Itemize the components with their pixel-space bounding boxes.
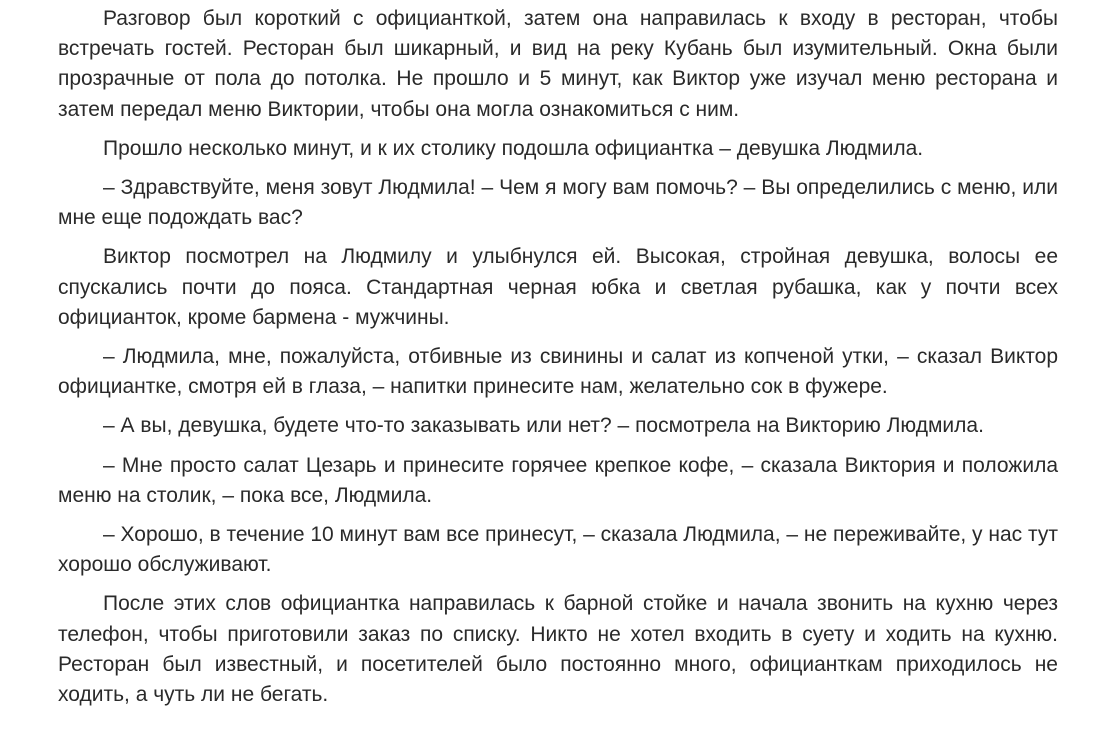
paragraph-5: – Людмила, мне, пожалуйста, отбивные из свинины и салат из копченой утки, – сказал Виктор официантке, смотря ей в глаза, – напитки принесите нам, желательно сок в фужере. bbox=[58, 345, 1058, 399]
paragraph-4: Виктор посмотрел на Людмилу и улыбнулся ей. Высокая, стройная девушка, волосы ее спускались почти до пояса. Стандартная черная юбка и светлая рубашка, как у почти всех официанток, кроме бармена - мужчины. bbox=[58, 245, 1058, 329]
paragraph-8: – Хорошо, в течение 10 минут вам все принесут, – сказала Людмила, – не переживайте, у нас тут хорошо обслуживают. bbox=[58, 523, 1058, 577]
paragraph-3: – Здравствуйте, меня зовут Людмила! – Чем я могу вам помочь? – Вы определились с меню, или мне еще подождать вас? bbox=[58, 176, 1058, 230]
paragraph-9: После этих слов официантка направилась к барной стойке и начала звонить на кухню через телефон, чтобы приготовили заказ по списку. Никто не хотел входить в суету и ходить на кухню. Ресторан был известный, и посетителей было постоянно много, официанткам приходилось не ходить, а чуть ли не бегать. bbox=[58, 592, 1058, 707]
paragraph-1: Разговор был короткий с официанткой, затем она направилась к входу в ресторан, чтобы встречать гостей. Ресторан был шикарный, и вид на реку Кубань был изумительный. Окна были прозрачные от пола до потолка. Не прошло и 5 минут, как Виктор уже изучал меню ресторана и затем передал меню Виктории, чтобы она могла ознакомиться с ним. bbox=[58, 7, 1058, 121]
paragraph-2: Прошло несколько минут, и к их столику подошла официантка – девушка Людмила. bbox=[103, 136, 924, 160]
paragraph-6: – А вы, девушка, будете что-то заказывать или нет? – посмотрела на Викторию Людмила. bbox=[103, 414, 984, 438]
paragraph-7: – Мне просто салат Цезарь и принесите горячее крепкое кофе, – сказала Виктория и положила меню на столик, – пока все, Людмила. bbox=[58, 453, 1058, 507]
